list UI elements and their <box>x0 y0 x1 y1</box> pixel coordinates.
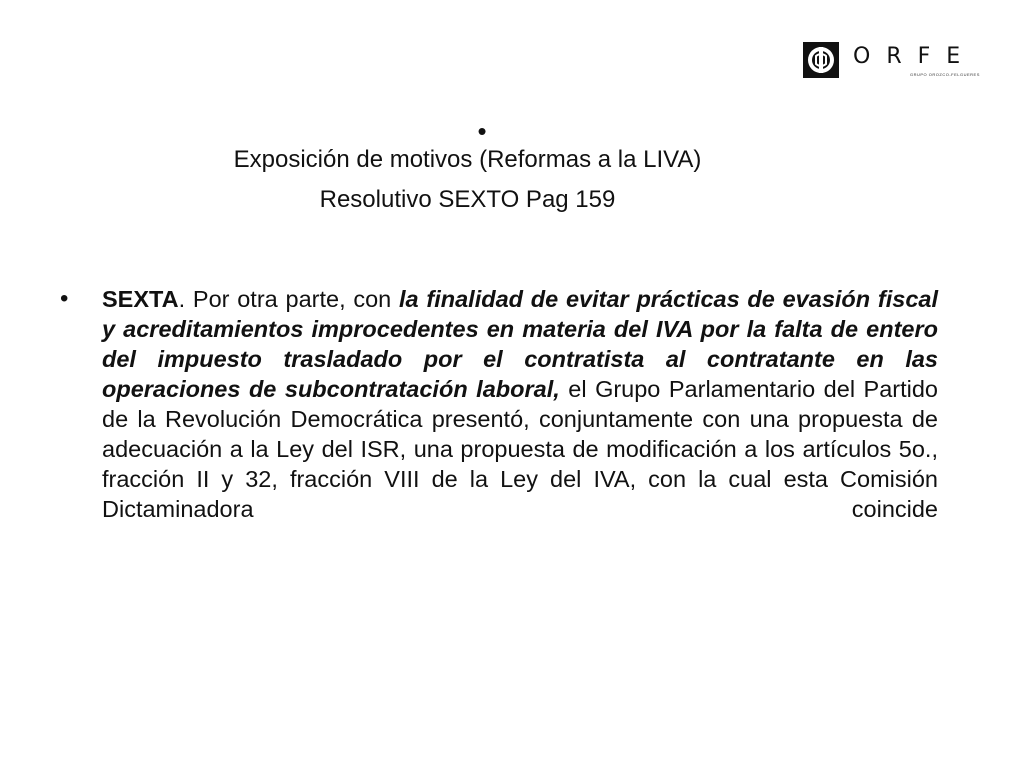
body-paragraph <box>102 284 938 524</box>
lead-term: SEXTA <box>102 286 179 312</box>
body-emphasis: la finalidad de evitar prácticas de evasión fiscal y acreditamientos improcedentes en materia del IVA por la falta de entero del impuesto trasladado por el contratista al contratante en las operaciones de subcontratación laboral, <box>102 286 938 402</box>
body-bullet: • <box>60 285 69 312</box>
orfe-logo <box>803 42 983 80</box>
body-text-intro: . Por otra parte, con <box>178 286 400 312</box>
title-bullet: • <box>477 116 487 146</box>
slide-subtitle: Resolutivo SEXTO Pag 159 <box>319 186 616 213</box>
orfe-logo-icon <box>803 42 839 78</box>
logo-tagline: GRUPO OROZCO-FELGUERES <box>910 72 980 77</box>
body-text-rest: el Grupo Parlamentario del Partido de la Revolución Democrática presentó, conjuntamente con una propuesta de adecuación a la Ley del ISR, una propuesta de modificación a los artículos 5o., fracción II y 32, fracción VIII de la Ley del IVA, con la cual esta Comisión Dictaminadora coincide <box>102 376 938 522</box>
logo-wordmark: ORFE <box>853 44 977 69</box>
slide-title: Exposición de motivos (Reformas a la LIVA) <box>233 146 702 173</box>
